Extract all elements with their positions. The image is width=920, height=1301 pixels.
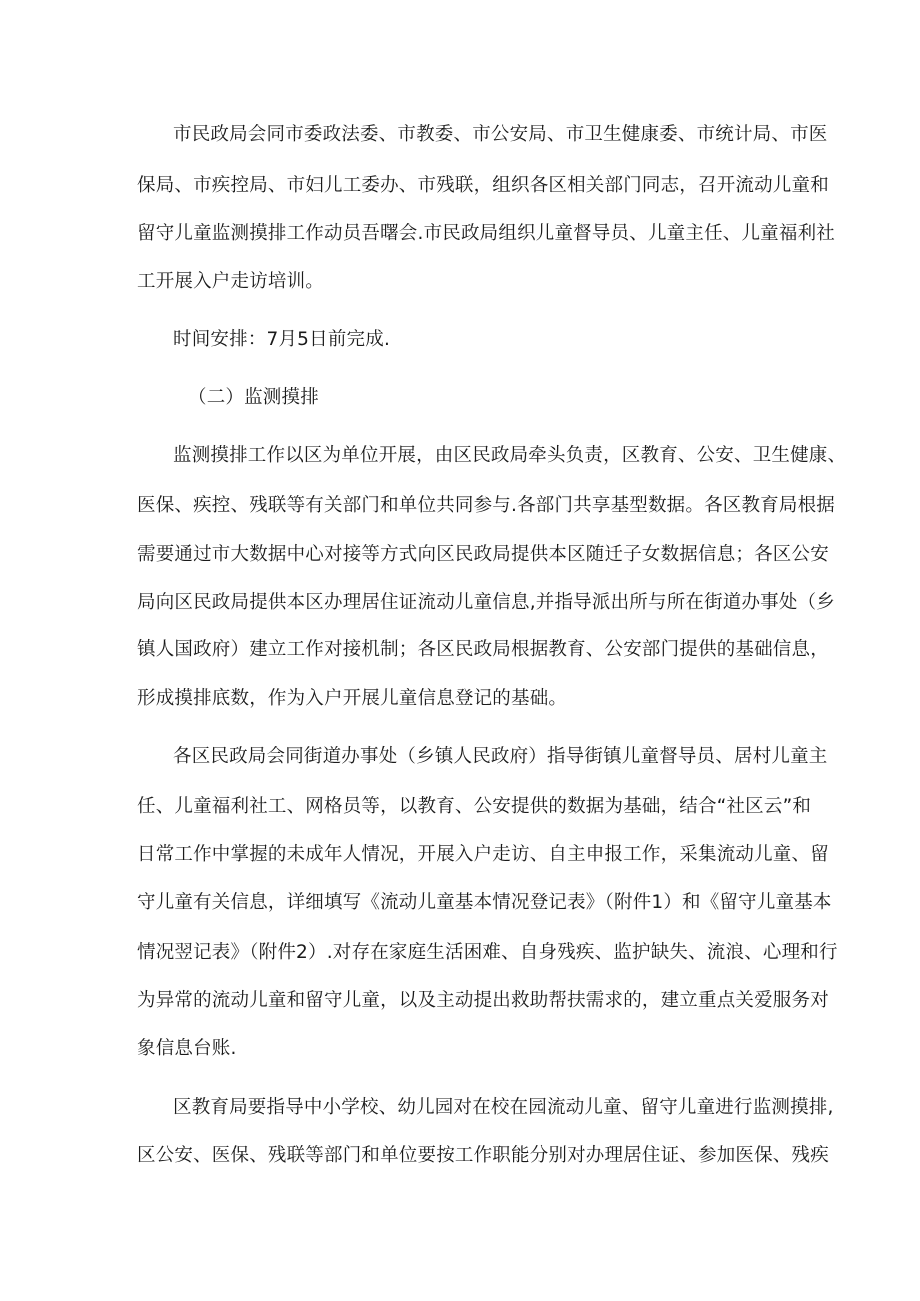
paragraph-2-line-1: 监测摸排工作以区为单位开展，由区民政局牵头负责，区教育、公安、卫生健康、 [173,445,847,466]
paragraph-1-line-3: 留守儿童监测摸排工作动员吾曙会.市民政局组织儿童督导员、儿童主任、儿童福利社 [137,223,835,244]
paragraph-3-line-4: 守儿童有关信息，详细填写《流动儿童基本情况登记表》（附件1）和《留守儿童基本 [137,892,832,913]
paragraph-2-line-6: 形成摸排底数，作为入户开展儿童信息登记的基础。 [137,688,568,709]
paragraph-3-line-5: 情况翌记表》（附件2）.对存在家庭生活困难、自身残疾、监护缺失、流浪、心理和行 [137,942,838,963]
paragraph-2-line-4: 局向区民政局提供本区办理居住证流动儿童信息,并指导派出所与所在街道办事处（乡 [137,592,835,613]
paragraph-4-line-1: 区教育局要指导中小学校、幼儿园对在校在园流动儿童、留守儿童进行监测摸排, [173,1097,834,1118]
paragraph-3-line-3: 日常工作中掌握的未成年人情况，开展入户走访、自主申报工作，采集流动儿童、留 [137,844,829,865]
paragraph-2-line-3: 需要通过市大数据中心对接等方式向区民政局提供本区随迁子女数据信息；各区公安 [137,544,829,565]
paragraph-3-line-6: 为异常的流动儿童和留守儿童，以及主动提出救助帮扶需求的，建立重点关爱服务对 [137,990,829,1011]
paragraph-4-line-2: 区公安、医保、残联等部门和单位要按工作职能分别对办理居住证、参加医保、残疾 [137,1145,829,1166]
paragraph-1-line-1: 市民政局会同市委政法委、市教委、市公安局、市卫生健康委、市统计局、市医 [173,124,828,145]
schedule-line: 时间安排：7月5日前完成. [173,329,391,350]
paragraph-2-line-5: 镇人国政府）建立工作对接机制；各区民政局根据教育、公安部门提供的基础信息， [137,639,829,660]
paragraph-3-line-2: 任、儿童福利社工、网格员等，以教育、公安提供的数据为基础，结合“社区云”和 [137,796,812,817]
paragraph-1-line-4: 工开展入户走访培训。 [137,271,325,292]
paragraph-3-line-7: 象信息台账. [137,1038,237,1059]
paragraph-3-line-1: 各区民政局会同街道办事处（乡镇人民政府）指导街镇儿童督导员、居村儿童主 [173,746,828,767]
section-heading: （二）监测摸排 [188,387,319,408]
paragraph-1-line-2: 保局、市疾控局、市妇儿工委办、市残联，组织各区相关部门同志，召开流动儿童和 [137,175,829,196]
paragraph-2-line-2: 医保、疾控、残联等有关部门和单位共同参与.各部门共享基型数据。各区教育局根据 [137,495,835,516]
